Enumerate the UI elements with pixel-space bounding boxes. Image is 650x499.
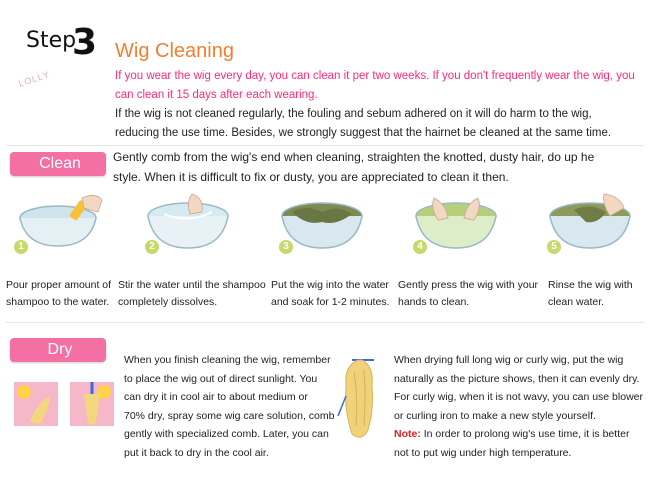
- note-text-1: In order to prolong wig's use time, it is better: [420, 428, 630, 441]
- dry-left-line-6: put it back to dry in the cool air.: [124, 446, 269, 459]
- step-5-caption: [548, 277, 633, 311]
- dry-instructions-left: [124, 351, 334, 463]
- hanging-wig-illustration: [334, 356, 388, 442]
- dry-illustration: [14, 382, 114, 428]
- dry-badge: [10, 338, 106, 362]
- step-3-caption-line-1: Put the wig into the water: [271, 279, 389, 291]
- step-4-number: 4: [413, 240, 427, 254]
- step-4-caption-line-2: hands to clean.: [398, 296, 470, 308]
- dry-left-line-2: to place the wig out of direct sunlight. You: [124, 372, 318, 385]
- step-3-caption-line-2: and soak for 1-2 minutes.: [271, 296, 390, 308]
- step-1-caption-line-1: Pour proper amount of: [6, 279, 112, 291]
- step-4-caption: [398, 277, 538, 311]
- watermark-logo: LOLLY: [17, 69, 52, 89]
- step-2-caption-line-1: Stir the water until the shampoo: [118, 279, 266, 291]
- clean-badge-label: Clean: [39, 155, 81, 172]
- dry-right-line-2: naturally as the picture shows, then it can evenly dry.: [394, 372, 640, 385]
- dry-right-line-1: When drying full long wig or curly wig, put the wig: [394, 354, 624, 366]
- step-1-number: 1: [14, 240, 28, 254]
- step-label: Step: [26, 28, 77, 53]
- dry-note-line-2: not to put wig under high temperature.: [394, 446, 572, 459]
- step-5-caption-line-1: Rinse the wig with: [548, 279, 633, 291]
- intro-pink-line-1: If you wear the wig every day, you can clean it per two weeks. If you don't frequently wear the wig, you: [115, 70, 635, 82]
- note-label: Note:: [394, 428, 421, 441]
- dry-note-line-1: [394, 425, 643, 444]
- dry-right-line-3: For curly wig, when it is not wavy, you can use blower: [394, 391, 643, 404]
- dry-left-line-5: gently with specialized comb. Later, you can: [124, 428, 329, 441]
- step-number: 3: [72, 22, 98, 63]
- dry-left-line-4: 70% dry, spray some wig care solution, comb: [124, 409, 335, 422]
- clean-desc-line-1: Gently comb from the wig's end when cleaning, straighten the knotted, dusty hair, do up he: [113, 150, 595, 164]
- step-5-number: 5: [547, 240, 561, 254]
- clean-badge: [10, 152, 106, 176]
- step-2-number: 2: [145, 240, 159, 254]
- step-3-number: 3: [279, 240, 293, 254]
- dry-badge-label: Dry: [47, 341, 73, 358]
- dry-instructions-right: [394, 351, 643, 463]
- step-5-caption-line-2: clean water.: [548, 296, 605, 308]
- dry-right-line-4: or curling iron to make a new style yourself.: [394, 409, 596, 422]
- dry-left-line-1: When you finish cleaning the wig, remember: [124, 354, 331, 366]
- clean-desc-line-2: style. When it is difficult to fix or dusty, you are appreciated to clean it then.: [113, 170, 509, 184]
- divider: [6, 145, 644, 146]
- step-1-caption-line-2: shampoo to the water.: [6, 296, 110, 308]
- page-title: Wig Cleaning: [115, 40, 234, 62]
- intro-line-2: reducing the use time. Besides, we strongly suggest that the hairnet be cleaned at the same time.: [115, 127, 612, 139]
- step-1-caption: [6, 277, 111, 311]
- intro-line-1: If the wig is not cleaned regularly, the fouling and sebum adhered on it will do harm to the wig,: [115, 108, 592, 120]
- step-3-caption: [271, 277, 389, 311]
- step-2-caption-line-2: completely dissolves.: [118, 296, 218, 308]
- step-4-caption-line-1: Gently press the wig with your: [398, 279, 539, 291]
- divider: [6, 322, 644, 323]
- step-2-caption: [118, 277, 266, 311]
- dry-left-line-3: can dry it in cool air to about medium or: [124, 391, 308, 404]
- intro-pink-line-2: can clean it 15 days after each wearing.: [115, 89, 318, 101]
